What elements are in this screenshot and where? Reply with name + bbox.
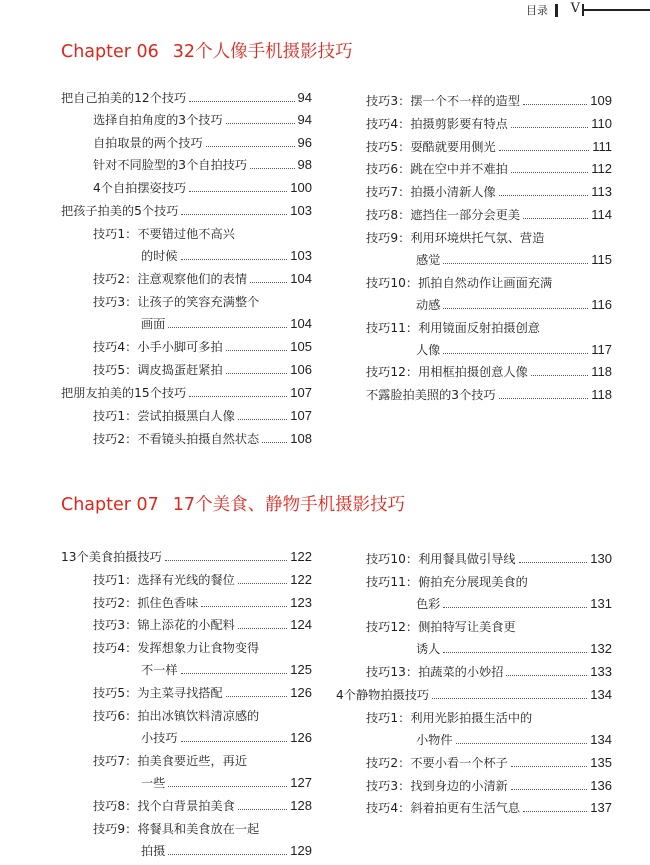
toc-entry-title: 技巧2：注意观察他们的表情	[93, 272, 248, 286]
toc-entry-title: 技巧4：斜着拍更有生活气息	[366, 801, 521, 815]
toc-entry[interactable]	[141, 843, 312, 859]
toc-page-number: 130	[590, 551, 612, 566]
toc-page-number: 126	[290, 730, 312, 745]
dot-leader	[511, 789, 587, 790]
toc-page-number: 103	[290, 248, 312, 263]
dot-leader	[443, 652, 587, 653]
toc-entry-title: 技巧2：不看镜头拍摄自然状态	[93, 432, 260, 446]
toc-entry[interactable]	[93, 339, 312, 355]
dot-leader	[201, 606, 287, 607]
toc-entry-title[interactable]: 技巧7：拍美食要近些，再近	[93, 754, 248, 768]
toc-page-number: 114	[591, 207, 612, 222]
dot-leader	[226, 696, 288, 697]
toc-entry[interactable]	[93, 617, 312, 633]
toc-entry[interactable]	[93, 685, 312, 701]
toc-page-number: 96	[297, 135, 312, 150]
toc-entry[interactable]	[93, 135, 312, 151]
toc-entry-title: 技巧1：选择有光线的餐位	[93, 573, 235, 587]
toc-entry-title: 选择自拍角度的3个技巧	[93, 113, 223, 127]
dot-leader	[523, 811, 587, 812]
toc-entry[interactable]	[141, 730, 312, 746]
dot-leader	[226, 123, 295, 124]
toc-entry-title[interactable]: 技巧1：利用光影拍摄生活中的	[366, 711, 533, 725]
toc-entry-title: 拍摄	[141, 844, 166, 858]
dot-leader	[523, 218, 588, 219]
dot-leader	[250, 168, 295, 169]
toc-page-number: 100	[290, 180, 312, 195]
dot-leader	[238, 583, 287, 584]
toc-entry[interactable]	[366, 93, 612, 109]
toc-page-number: 109	[590, 93, 612, 108]
toc-entry-title: 技巧3：摆一个不一样的造型	[366, 94, 521, 108]
toc-entry[interactable]	[366, 161, 612, 177]
toc-page-number: 129	[290, 843, 312, 858]
dot-leader	[506, 675, 587, 676]
toc-entry[interactable]	[93, 595, 312, 611]
toc-entry[interactable]	[366, 364, 612, 380]
toc-entry[interactable]	[366, 184, 612, 200]
toc-entry[interactable]	[93, 431, 312, 447]
dot-leader	[499, 150, 590, 151]
toc-page-number: 110	[591, 116, 612, 131]
toc-entry-title: 13个美食拍摄技巧	[61, 550, 162, 564]
toc-entry[interactable]	[416, 252, 612, 268]
toc-page-number: 123	[290, 595, 312, 610]
toc-entry[interactable]	[366, 116, 612, 132]
dot-leader	[181, 214, 287, 215]
toc-entry-title: 技巧3：找到身边的小清新	[366, 779, 508, 793]
toc-entry-title: 技巧2：不要小看一个杯子	[366, 756, 508, 770]
toc-entry-title: 技巧4：拍摄剪影要有特点	[366, 117, 508, 131]
toc-entry-title[interactable]: 技巧10：抓拍自然动作让画面充满	[366, 276, 553, 290]
dot-leader	[238, 809, 287, 810]
toc-page-number: 117	[591, 342, 612, 357]
dot-leader	[189, 191, 287, 192]
toc-page-number: 122	[290, 572, 312, 587]
header-label: 目录	[526, 4, 548, 17]
dot-leader	[531, 375, 589, 376]
toc-page-number: 115	[591, 252, 612, 267]
toc-page-number: 118	[591, 387, 612, 402]
toc-entry-title: 感觉	[416, 253, 441, 267]
toc-page-number: 111	[592, 139, 612, 154]
toc-entry-title: 诱人	[416, 642, 441, 656]
toc-entry-title: 把孩子拍美的5个技巧	[61, 204, 179, 218]
toc-entry[interactable]	[93, 362, 312, 378]
toc-entry[interactable]	[141, 248, 312, 264]
toc-page-number: 113	[591, 184, 612, 199]
dot-leader	[168, 327, 287, 328]
chapter-number: Chapter 06	[61, 42, 159, 62]
toc-entry-title: 技巧7：拍摄小清新人像	[366, 185, 496, 199]
toc-page-number: 136	[590, 778, 612, 793]
toc-entry-title: 技巧3：锦上添花的小配料	[93, 618, 235, 632]
toc-entry-title: 不一样	[141, 663, 178, 677]
toc-entry-title: 技巧4：小手小脚可多拍	[93, 340, 223, 354]
toc-entry[interactable]	[416, 342, 612, 358]
dot-leader	[456, 743, 588, 744]
toc-entry-title: 技巧5：调皮捣蛋赶紧拍	[93, 363, 223, 377]
toc-entry[interactable]	[366, 387, 612, 403]
toc-entry[interactable]	[93, 112, 312, 128]
chapter-title: 32个人像手机摄影技巧	[172, 42, 353, 62]
toc-entry[interactable]	[93, 271, 312, 287]
toc-entry-title[interactable]: 技巧1：不要错过他不高兴	[93, 227, 235, 241]
toc-page-number: 132	[590, 641, 612, 656]
toc-page-number: 104	[290, 316, 312, 331]
toc-page-number: 107	[290, 408, 312, 423]
toc-entry[interactable]	[366, 664, 612, 680]
toc-entry[interactable]	[61, 90, 312, 106]
toc-entry-title: 色彩	[416, 597, 441, 611]
toc-entry-title[interactable]: 技巧4：发挥想象力让食物变得	[93, 641, 260, 655]
toc-entry[interactable]	[366, 551, 612, 567]
toc-page-number: 94	[297, 90, 312, 105]
dot-leader	[238, 628, 287, 629]
dot-leader	[189, 396, 287, 397]
toc-entry-title: 技巧13：拍蔬菜的小妙招	[366, 665, 504, 679]
toc-page-number: 126	[290, 685, 312, 700]
dot-leader	[226, 350, 288, 351]
toc-entry-title[interactable]: 技巧11：俯拍充分展现美食的	[366, 575, 528, 589]
toc-page-number: 106	[290, 362, 312, 377]
dot-leader	[511, 766, 587, 767]
toc-page-number: 124	[290, 617, 312, 632]
toc-page-number: 104	[290, 271, 312, 286]
toc-page-number: 134	[590, 732, 612, 747]
dot-leader	[181, 741, 288, 742]
header-divider	[555, 4, 558, 17]
toc-page-number: 135	[590, 755, 612, 770]
toc-entry[interactable]	[366, 778, 612, 794]
toc-entry[interactable]	[141, 316, 312, 332]
toc-page-number: 125	[290, 662, 312, 677]
toc-page-number: 105	[290, 339, 312, 354]
toc-entry-title[interactable]: 技巧11：利用镜面反射拍摄创意	[366, 321, 540, 335]
dot-leader	[499, 195, 589, 196]
dot-leader	[181, 259, 288, 260]
dot-leader	[443, 353, 588, 354]
toc-page-number: 128	[290, 798, 312, 813]
toc-entry-title: 技巧5：耍酷就要用侧光	[366, 140, 496, 154]
toc-entry-title: 一些	[141, 776, 166, 790]
dot-leader	[262, 442, 287, 443]
toc-entry-title[interactable]: 技巧9：利用环境烘托气氛、营造	[366, 231, 545, 245]
toc-page-number: 112	[591, 161, 612, 176]
dot-leader	[511, 172, 588, 173]
toc-entry[interactable]	[93, 157, 312, 173]
toc-page-number: 108	[290, 431, 312, 446]
toc-entry-title: 技巧12：用相框拍摄创意人像	[366, 365, 528, 379]
dot-leader	[165, 560, 287, 561]
toc-entry-title[interactable]: 技巧6：拍出冰镇饮料清凉感的	[93, 709, 260, 723]
toc-entry-title[interactable]: 技巧3：让孩子的笑容充满整个	[93, 295, 260, 309]
dot-leader	[168, 854, 287, 855]
toc-entry-title: 4个自拍摆姿技巧	[93, 181, 187, 195]
dot-leader	[181, 673, 288, 674]
dot-leader	[519, 562, 588, 563]
chapter-title: 17个美食、静物手机摄影技巧	[172, 495, 406, 515]
toc-entry-title: 技巧1：尝试拍摄黑白人像	[93, 409, 235, 423]
dot-leader	[499, 398, 589, 399]
toc-page-number: 131	[590, 596, 612, 611]
toc-entry[interactable]	[141, 662, 312, 678]
toc-entry-title: 人像	[416, 343, 441, 357]
toc-page-number: 134	[590, 687, 612, 702]
toc-entry-title[interactable]: 技巧9：将餐具和美食放在一起	[93, 822, 260, 836]
dot-leader	[250, 282, 287, 283]
dot-leader	[443, 263, 588, 264]
toc-entry-title: 小技巧	[141, 731, 178, 745]
toc-page-number: 133	[590, 664, 612, 679]
toc-entry[interactable]	[61, 549, 312, 565]
toc-page-number: 116	[591, 297, 612, 312]
toc-entry[interactable]	[61, 203, 312, 219]
toc-page-number: 98	[297, 157, 312, 172]
header-page-number: V	[570, 1, 580, 16]
toc-entry[interactable]	[416, 641, 612, 657]
toc-entry-title: 自拍取景的两个技巧	[93, 136, 203, 150]
toc-entry-title[interactable]: 技巧12：侧拍特写让美食更	[366, 620, 516, 634]
toc-entry[interactable]	[416, 732, 612, 748]
dot-leader	[238, 419, 287, 420]
toc-entry-title: 4个静物拍摄技巧	[336, 688, 430, 702]
toc-page-number: 94	[297, 112, 312, 127]
toc-entry[interactable]	[93, 798, 312, 814]
toc-entry-title: 小物件	[416, 733, 453, 747]
dot-leader	[226, 373, 288, 374]
toc-entry-title: 技巧5：为主菜寻找搭配	[93, 686, 223, 700]
toc-entry-title: 不露脸拍美照的3个技巧	[366, 388, 496, 402]
dot-leader	[511, 127, 588, 128]
toc-entry[interactable]	[366, 800, 612, 816]
toc-entry-title: 画面	[141, 317, 166, 331]
chapter-number: Chapter 07	[61, 495, 159, 515]
toc-entry-title: 把朋友拍美的15个技巧	[61, 386, 187, 400]
dot-leader	[206, 146, 295, 147]
toc-page-number: 103	[290, 203, 312, 218]
toc-entry[interactable]	[141, 775, 312, 791]
toc-entry[interactable]	[336, 687, 612, 703]
dot-leader	[443, 308, 588, 309]
chapter-07-heading	[61, 491, 405, 516]
toc-entry[interactable]	[93, 180, 312, 196]
toc-entry-title: 把自己拍美的12个技巧	[61, 91, 187, 105]
toc-entry-title: 动感	[416, 298, 441, 312]
toc-entry[interactable]	[416, 297, 612, 313]
dot-leader	[523, 104, 587, 105]
toc-page-number: 118	[591, 364, 612, 379]
toc-entry[interactable]	[93, 572, 312, 588]
dot-leader	[443, 607, 587, 608]
dot-leader	[432, 698, 587, 699]
toc-entry-title: 技巧8：找个白背景拍美食	[93, 799, 235, 813]
toc-entry-title: 针对不同脸型的3个自拍技巧	[93, 158, 248, 172]
toc-entry[interactable]	[93, 408, 312, 424]
page-header	[490, 2, 650, 20]
toc-page-number: 127	[290, 775, 312, 790]
toc-entry-title: 技巧8：遮挡住一部分会更美	[366, 208, 521, 222]
toc-entry-title: 技巧2：抓住色香味	[93, 596, 199, 610]
toc-page-number: 107	[290, 385, 312, 400]
toc-page-number: 122	[290, 549, 312, 564]
toc-entry[interactable]	[416, 596, 612, 612]
toc-entry-title: 技巧10：利用餐具做引导线	[366, 552, 516, 566]
toc-page-number: 137	[590, 800, 612, 815]
dot-leader	[168, 786, 287, 787]
toc-entry-title: 技巧6：跳在空中并不难拍	[366, 162, 508, 176]
toc-entry[interactable]	[366, 755, 612, 771]
toc-entry[interactable]	[61, 385, 312, 401]
toc-entry[interactable]	[366, 139, 612, 155]
toc-entry-title: 的时候	[141, 249, 178, 263]
header-rule	[584, 9, 650, 11]
dot-leader	[189, 101, 294, 102]
toc-entry[interactable]	[366, 207, 612, 223]
chapter-06-heading	[61, 38, 353, 63]
